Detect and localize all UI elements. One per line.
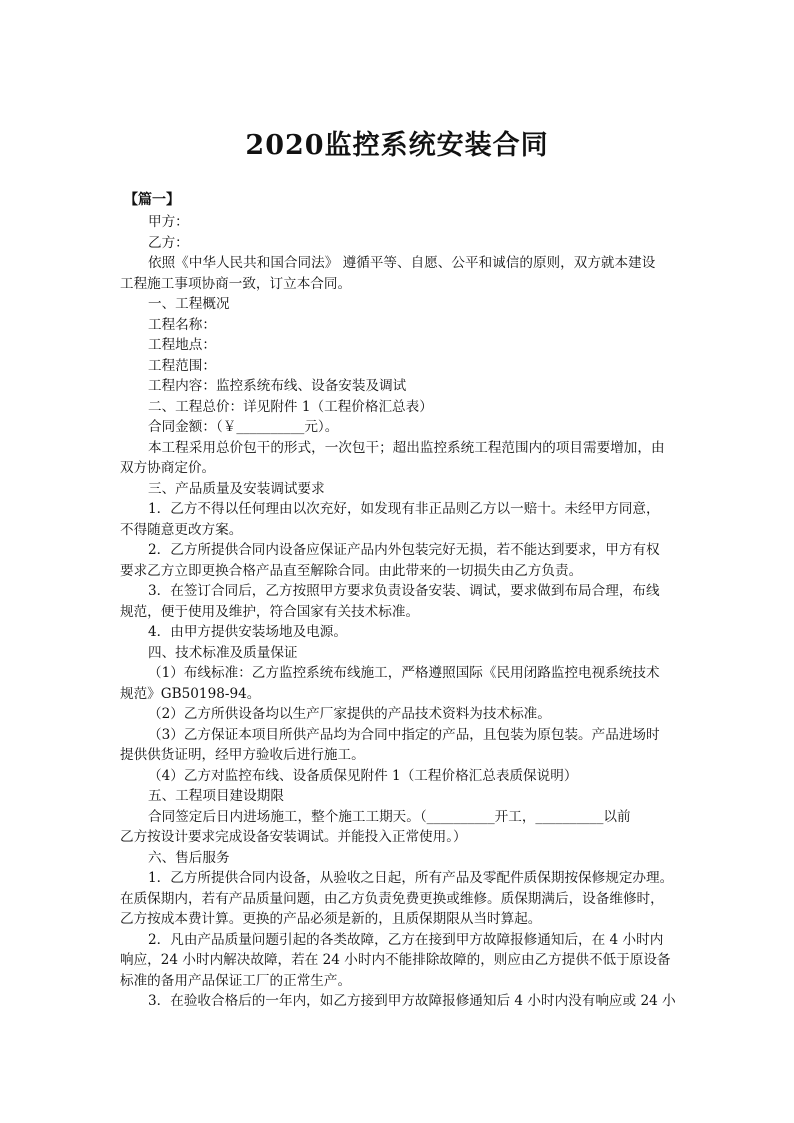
document-line: （4）乙方对监控布线、设备质保见附件 1（工程价格汇总表质保说明） — [148, 767, 578, 784]
document-line: 规范，便于使用及维护，符合国家有关技术标准。 — [120, 603, 420, 620]
document-line: 六、售后服务 — [148, 849, 230, 866]
document-line: 工程内容：监控系统布线、设备安装及调试 — [148, 378, 407, 394]
document-line: 依照《中华人民共和国合同法》 遵循平等、自愿、公平和诚信的原则，双方就本建设 — [148, 255, 656, 271]
document-line: 3．在签订合同后，乙方按照甲方要求负责设备安装、调试，要求做到布局合理，布线 — [148, 583, 660, 599]
document-line: 1．乙方所提供合同内设备，从验收之日起，所有产品及零配件质保期按保修规定办理。 — [148, 870, 674, 886]
document-title: 2020监控系统安装合同 — [245, 130, 549, 161]
document-line: 双方协商定价。 — [120, 460, 216, 476]
document-line: 二、工程总价：详见附件 1（工程价格汇总表） — [148, 398, 433, 415]
document-line: 2．凡由产品质量问题引起的各类故障，乙方在接到甲方故障报修通知后，在 4 小时内 — [148, 931, 664, 948]
document-line: 要求乙方立即更换合格产品直至解除合同。由此带来的一切损失由乙方负责。 — [120, 562, 583, 579]
document-line: 工程施工事项协商一致，订立本合同。 — [120, 275, 352, 292]
document-line: 工程地点： — [148, 337, 216, 353]
document-line: 2．乙方所提供合同内设备应保证产品内外包装完好无损，若不能达到要求，甲方有权 — [148, 542, 660, 558]
document-line: 在质保期内，若有产品质量问题，由乙方负责免费更换或维修。质保期满后，设备维修时， — [120, 890, 664, 907]
document-line: 工程名称： — [148, 316, 216, 333]
document-line: 合同金额：（￥__________元）。 — [148, 419, 339, 435]
document-line: 提供供货证明，经甲方验收后进行施工。 — [120, 747, 365, 763]
document-line: 1．乙方不得以任何理由以次充好，如发现有非正品则乙方以一赔十。未经甲方同意， — [148, 501, 660, 517]
document-line: 3．在验收合格后的一年内，如乙方接到甲方故障报修通知后 4 小时内没有响应或 24 小 — [148, 993, 676, 1009]
document-line: 乙方按设计要求完成设备安装调试。并能投入正常使用。） — [120, 829, 467, 845]
document-line: 工程范围： — [148, 357, 216, 374]
document-line: 三、产品质量及安装调试要求 — [148, 480, 325, 497]
document-line: 合同签定后日内进场施工，整个施工工期天。（__________开工，__________以前 — [148, 808, 631, 825]
document-line: 甲方： — [148, 214, 189, 230]
document-line: 乙方： — [148, 234, 189, 251]
document-line: 五、工程项目建设期限 — [148, 788, 284, 804]
document-line: 四、技术标准及质量保证 — [148, 644, 298, 661]
section-label: 【篇一】 — [124, 192, 180, 208]
document-line: 乙方按成本费计算。更换的产品必须是新的，且质保期限从当时算起。 — [120, 911, 542, 927]
document-line: （3）乙方保证本项目所供产品均为合同中指定的产品，且包装为原包装。产品进场时 — [148, 726, 660, 743]
document-line: 4．由甲方提供安装场地及电源。 — [148, 624, 347, 640]
document-line: 不得随意更改方案。 — [120, 521, 243, 538]
document-line: 一、工程概况 — [148, 296, 230, 312]
document-line: （1）布线标准：乙方监控系统布线施工，严格遵照国际《民用闭路监控电视系统技术 — [148, 665, 660, 681]
document-line: （2）乙方所供设备均以生产厂家提供的产品技术资料为技术标准。 — [148, 706, 551, 722]
document-line: 标准的备用产品保证工厂的正常生产。 — [120, 972, 352, 989]
document-line: 响应，24 小时内解决故障，若在 24 小时内不能排除故障的，则应由乙方提供不低于原设备 — [120, 952, 671, 968]
document-body — [120, 212, 680, 1012]
document-line: 规范》GB50198-94。 — [120, 685, 261, 702]
document-line: 本工程采用总价包干的形式，一次包干；超出监控系统工程范围内的项目需要增加，由 — [148, 439, 665, 456]
